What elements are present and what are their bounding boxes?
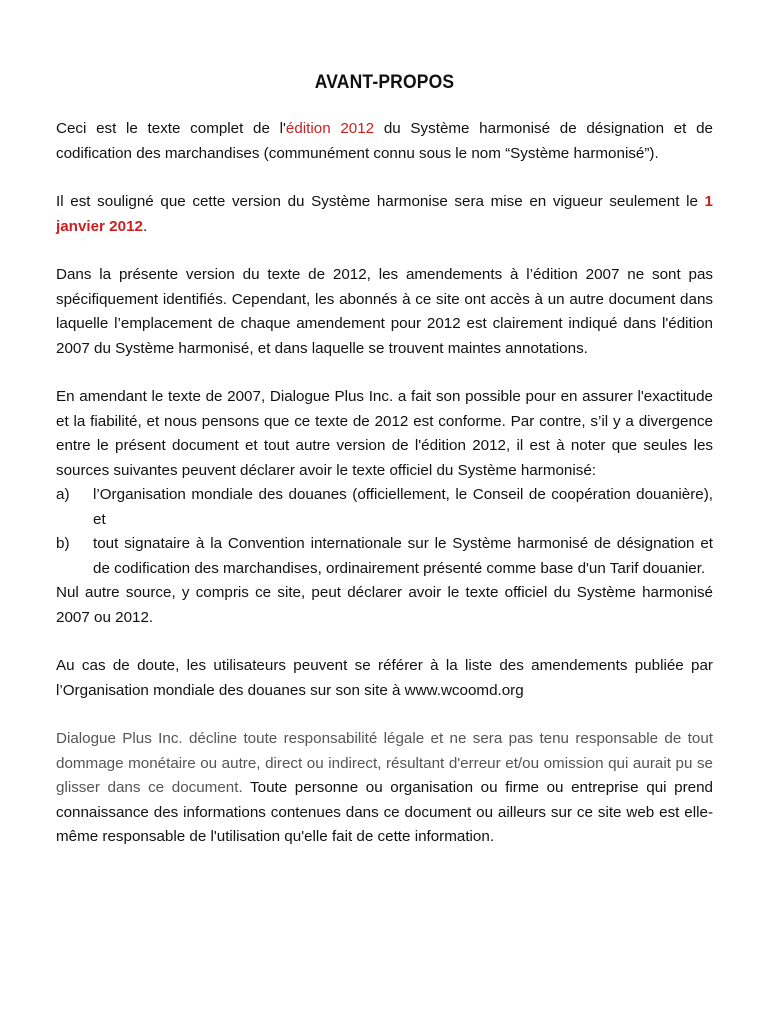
official-sources-list [56,483,713,581]
list-text: l’Organisation mondiale des douanes (officiellement, le Conseil de coopération douanière), et [93,486,713,528]
intro-text-start: Ceci est le texte complet de l' [56,120,286,137]
sources-paragraph: En amendant le texte de 2007, Dialogue Plus Inc. a fait son possible pour en assurer l'exactitude et la fiabilité, et nous pensons que ce texte de 2012 est conforme. Par contre, s’il y a divergence entre le présent document et tout autre version de l'édition 2012, il est à noter que seules les sources suivantes peuvent déclarer avoir le texte officiel du Système harmonisé: [56,388,713,479]
document-page [56,72,713,850]
list-item [56,483,713,532]
list-marker: a) [56,486,70,503]
intro-paragraph [56,117,713,166]
effective-date-text: Il est souligné que cette version du Système harmonise sera mise en vigueur seulement le [56,193,705,210]
list-text: tout signataire à la Convention internationale sur le Système harmonisé de désignation et de codification des marchandises, ordinairement présenté comme base d'un Tarif douanier. [93,535,713,577]
effective-date: 1 janvier 2012 [56,193,713,235]
list-item [56,532,713,581]
no-other-source-paragraph: Nul autre source, y compris ce site, peut déclarer avoir le texte officiel du Système harmonisé 2007 ou 2012. [56,584,713,626]
doubt-paragraph: Au cas de doute, les utilisateurs peuvent se référer à la liste des amendements publiée par l’Organisation mondiale des douanes sur son site à www.wcoomd.org [56,657,713,699]
list-marker: b) [56,535,70,552]
disclaimer-paragraph [56,727,713,850]
disclaimer-responsibility-text: Toute personne ou organisation ou firme ou entreprise qui prend connaissance des informations contenues dans ce document ou ailleurs sur ce site web est elle-même responsable de l'utilisation qu'elle fait de cette information. [56,779,713,845]
amendments-paragraph: Dans la présente version du texte de 2012, les amendements à l’édition 2007 ne sont pas spécifiquement identifiés. Cependant, les abonnés à ce site ont accès à un autre document dans laquelle l’emplacement de chaque amendement pour 2012 est clairement indiqué dans l'édition 2007 du Système harmonisé, et dans laquelle se trouvent maintes annotations. [56,266,713,357]
page-title: AVANT-PROPOS [314,72,455,93]
disclaimer-liability-text: Dialogue Plus Inc. décline toute responsabilité légale et ne sera pas tenu responsable de tout dommage monétaire ou autre, direct ou indirect, résultant d'erreur et/ou omission qui aurait pu se glisser dans ce document. [56,730,713,796]
effective-date-end: . [142,217,148,235]
intro-text-end: du Système harmonisé de désignation et de codification des marchandises (communément connu sous le nom “Système harmonisé”). [56,120,713,162]
effective-date-paragraph [56,190,713,239]
edition-highlight: édition 2012 [285,120,375,137]
